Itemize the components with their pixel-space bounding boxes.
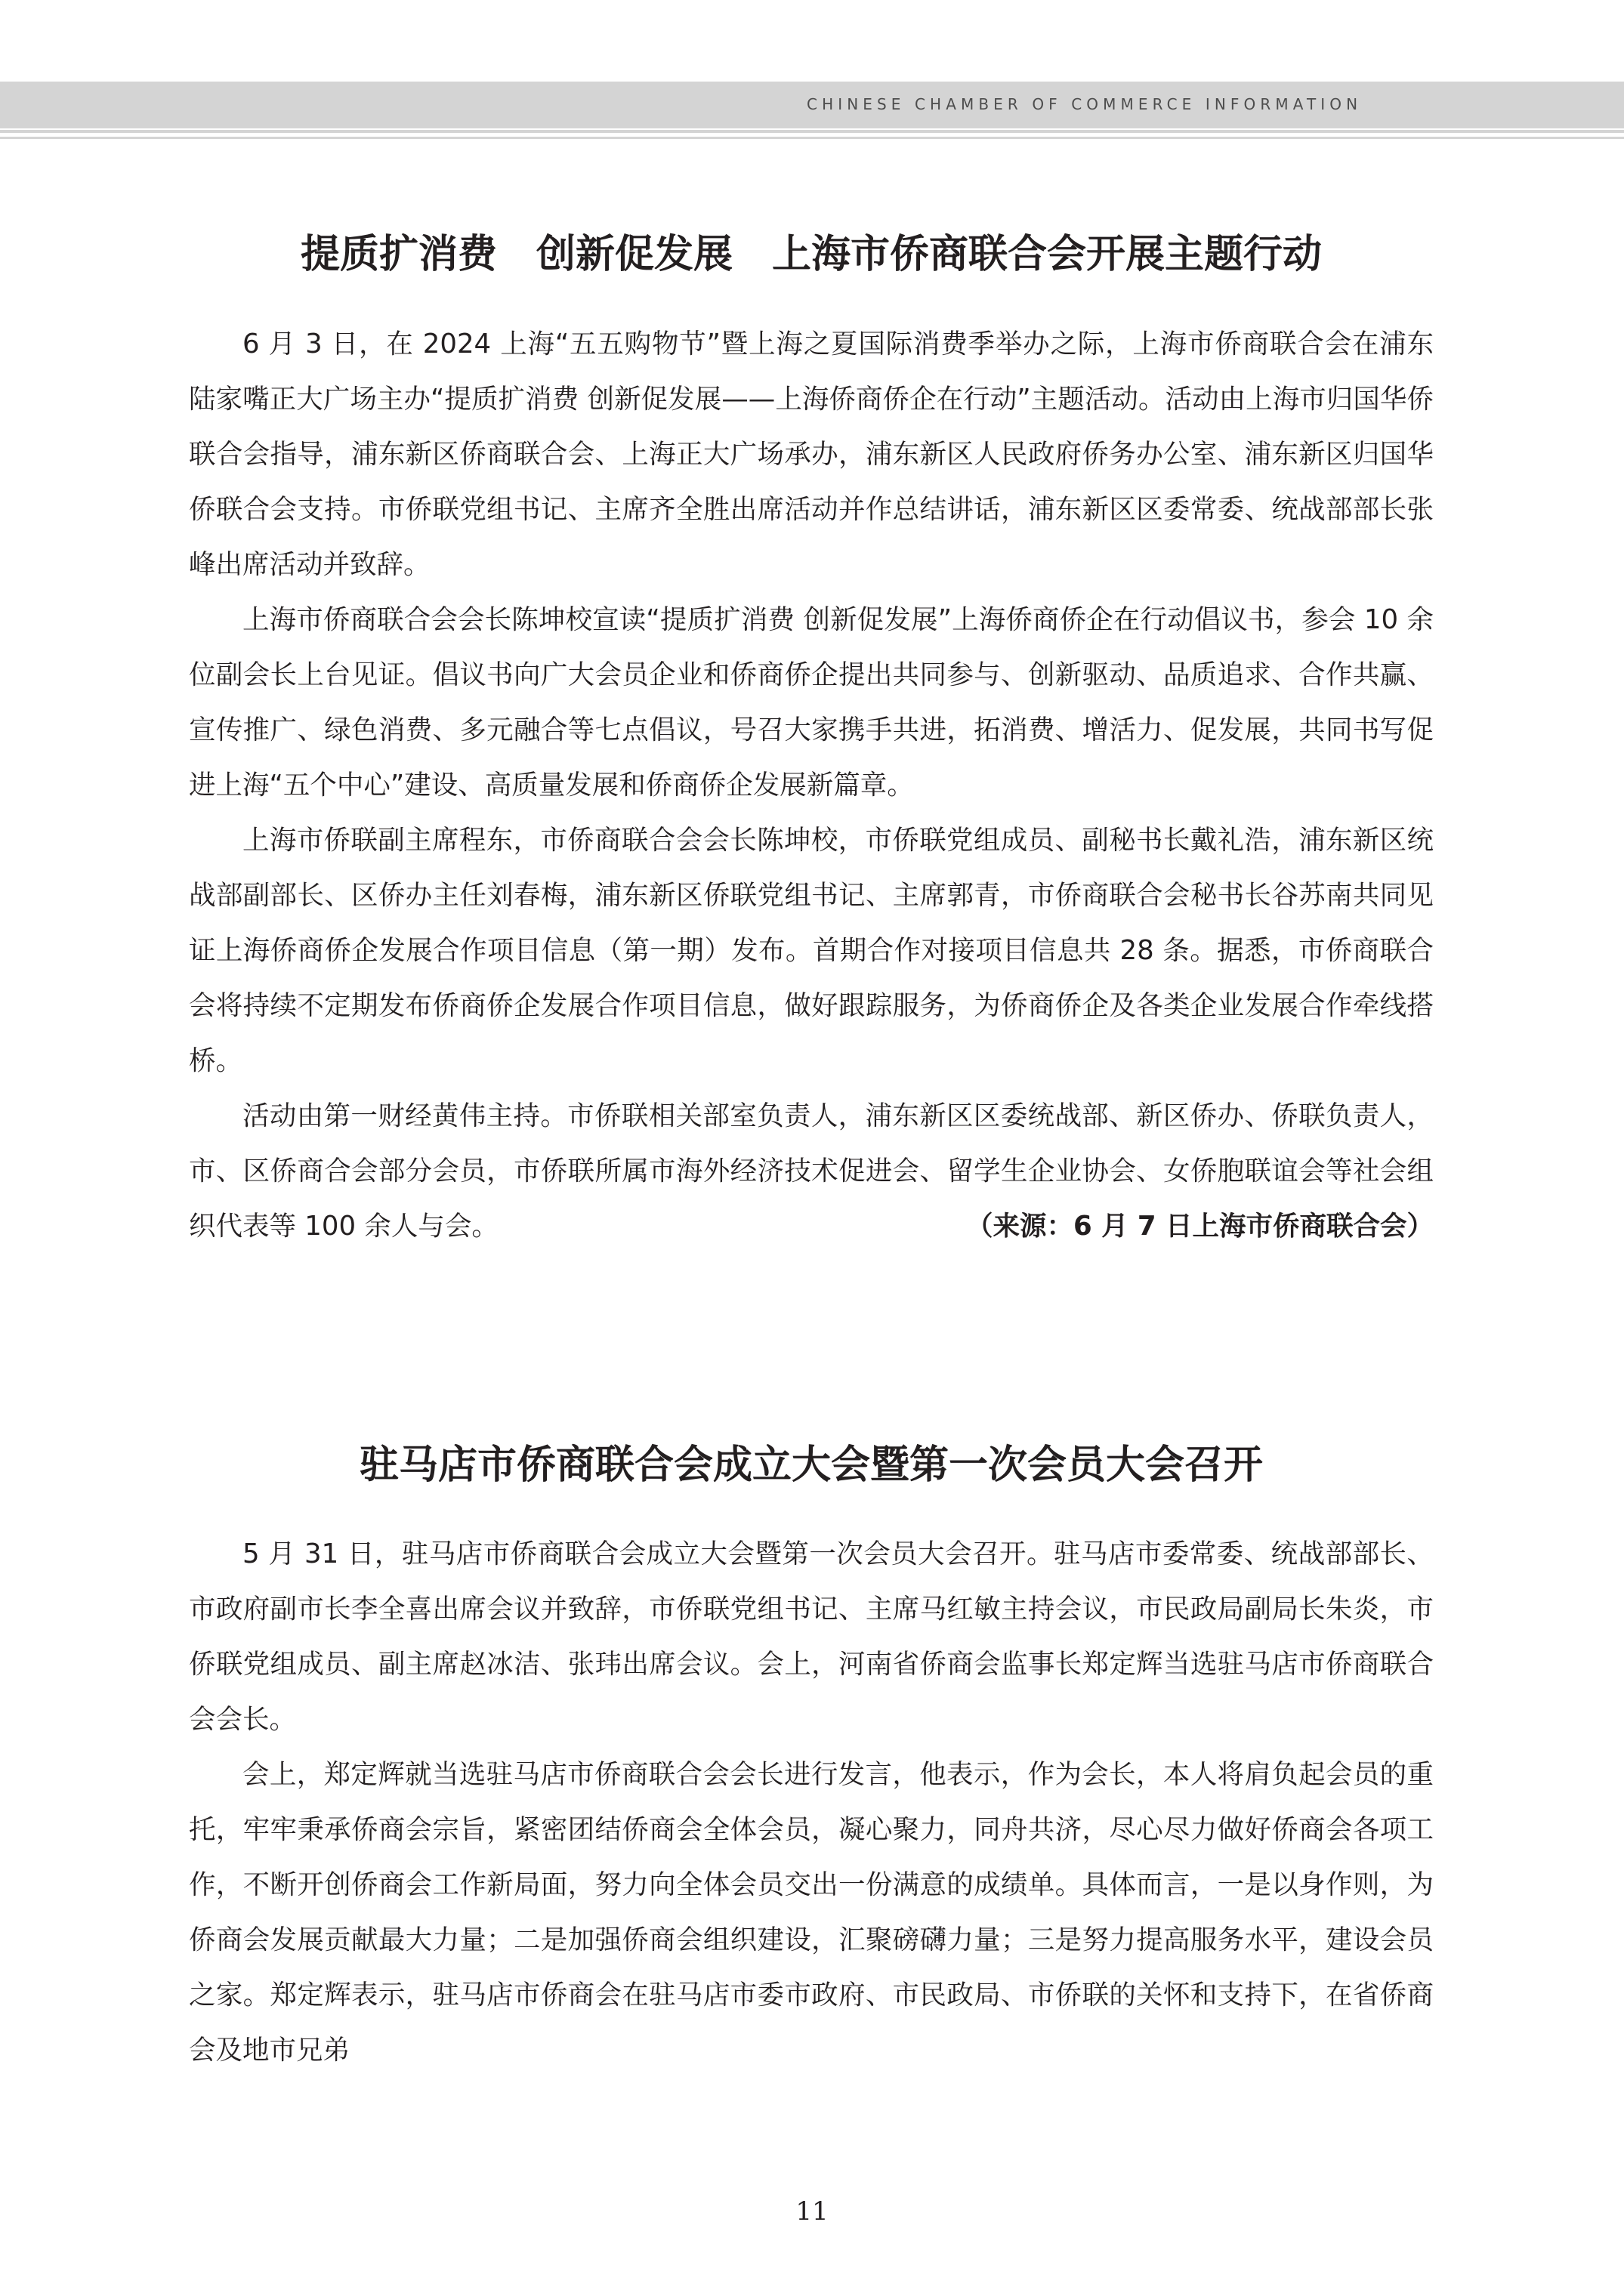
article-paragraph: 6 月 3 日，在 2024 上海“五五购物节”暨上海之夏国际消费季举办之际，上海市侨商联合会在浦东陆家嘴正大广场主办“提质扩消费 创新促发展——上海侨商侨企在行动”主题活动。活动由上海市归国华侨联合会指导，浦东新区侨商联合会、上海正大广场承办，浦东新区人民政府侨务办公室、浦东新区归国华侨联合会支持。市侨联党组书记、主席齐全胜出席活动并作总结讲话，浦东新区区委常委、统战部部长张峰出席活动并致辞。 [189, 329, 1434, 580]
running-title: CHINESE CHAMBER OF COMMERCE INFORMATION [807, 95, 1363, 113]
page-number: 11 [795, 2196, 829, 2227]
article-title: 提质扩消费 创新促发展 上海市侨商联合会开展主题行动 [300, 232, 1322, 277]
article-shanghai [189, 228, 1434, 1254]
article-paragraph: 上海市侨商联合会会长陈坤校宣读“提质扩消费 创新促发展”上海侨商侨企在行动倡议书，参会 10 余位副会长上台见证。倡议书向广大会员企业和侨商侨企提出共同参与、创新驱动、品质追求、合作共赢、宣传推广、绿色消费、多元融合等七点倡议，号召大家携手共进，拓消费、增活力、促发展，共同书写促进上海“五个中心”建设、高质量发展和侨商侨企发展新篇章。 [189, 604, 1434, 801]
article-paragraph [189, 1088, 1434, 1254]
article-title: 驻马店市侨商联合会成立大会暨第一次会员大会召开 [359, 1443, 1263, 1488]
article-zhumadian [189, 1439, 1434, 2078]
source-citation: （来源：6 月 7 日上海市侨商联合会） [966, 1211, 1434, 1242]
article-paragraph: 会上，郑定辉就当选驻马店市侨商联合会会长进行发言，他表示，作为会长，本人将肩负起会员的重托，牢牢秉承侨商会宗旨，紧密团结侨商会全体会员，凝心聚力，同舟共济，尽心尽力做好侨商会各项工作，不断开创侨商会工作新局面，努力向全体会员交出一份满意的成绩单。具体而言，一是以身作则，为侨商会发展贡献最大力量；二是加强侨商会组织建设，汇聚磅礴力量；三是努力提高服务水平，建设会员之家。郑定辉表示，驻马店市侨商会在驻马店市委市政府、市民政局、市侨联的关怀和支持下，在省侨商会及地市兄弟 [189, 1759, 1434, 2066]
article-paragraph: 5 月 31 日，驻马店市侨商联合会成立大会暨第一次会员大会召开。驻马店市委常委、统战部部长、市政府副市长李全喜出席会议并致辞，市侨联党组书记、主席马红敏主持会议，市民政局副局长朱炎，市侨联党组成员、副主席赵冰洁、张玮出席会议。会上，河南省侨商会监事长郑定辉当选驻马店市侨商联合会会长。 [189, 1538, 1434, 1735]
paragraph-text: 活动由第一财经黄伟主持。市侨联相关部室负责人，浦东新区区委统战部、新区侨办、侨联负责人，市、区侨商合会部分会员，市侨联所属市海外经济技术促进会、留学生企业协会、女侨胞联谊会等社会组织代表等 100 余人与会。 [189, 1100, 1434, 1242]
header-rule [0, 130, 1624, 133]
article-paragraph: 上海市侨联副主席程东，市侨商联合会会长陈坤校，市侨联党组成员、副秘书长戴礼浩，浦东新区统战部副部长、区侨办主任刘春梅，浦东新区侨联党组书记、主席郭青，市侨商联合会秘书长谷苏南共同见证上海侨商侨企发展合作项目信息（第一期）发布。首期合作对接项目信息共 28 条。据悉，市侨商联合会将持续不定期发布侨商侨企发展合作项目信息，做好跟踪服务，为侨商侨企及各类企业发展合作牵线搭桥。 [189, 825, 1434, 1076]
header-rule [0, 137, 1624, 139]
